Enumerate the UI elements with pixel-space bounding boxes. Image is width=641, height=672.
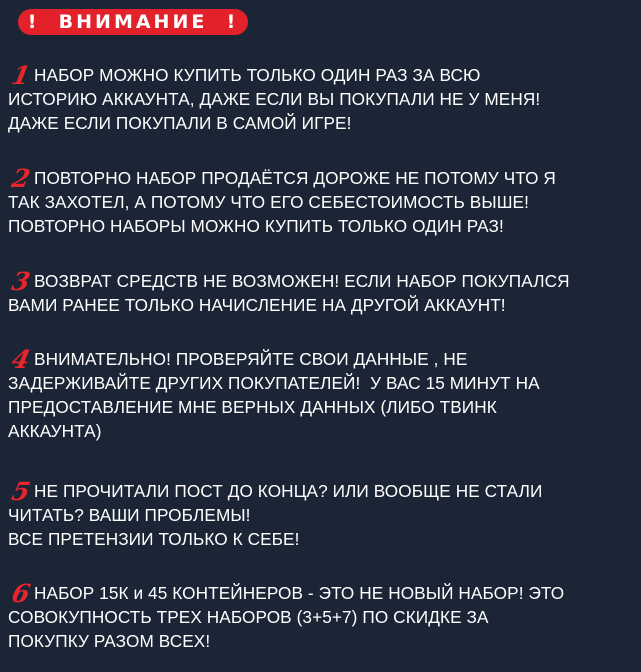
- rule-text: ПОВТОРНО НАБОР ПРОДАЁТСЯ ДОРОЖЕ НЕ ПОТОМУ ЧТО Я: [34, 168, 556, 188]
- rule-item: [8, 63, 633, 135]
- rule-number: 6: [9, 579, 33, 608]
- rule-item: [8, 479, 633, 551]
- rule-item: [8, 581, 633, 653]
- attention-title: ! ВНИМАНИЕ !: [27, 11, 239, 33]
- rule-text: ВОЗВРАТ СРЕДСТВ НЕ ВОЗМОЖЕН! ЕСЛИ НАБОР ПОКУПАЛСЯ: [34, 271, 570, 291]
- rule-line: ТАК ЗАХОТЕЛ, А ПОТОМУ ЧТО ЕГО СЕБЕСТОИМОСТЬ ВЫШЕ!: [8, 192, 529, 212]
- rule-text: НАБОР 15К и 45 КОНТЕЙНЕРОВ - ЭТО НЕ НОВЫЙ НАБОР! ЭТО: [34, 583, 565, 603]
- rule-number: 5: [9, 477, 33, 506]
- rule-line: ИСТОРИЮ АККАУНТА, ДАЖЕ ЕСЛИ ВЫ ПОКУПАЛИ НЕ У МЕНЯ!: [8, 89, 541, 109]
- rule-line: ДАЖЕ ЕСЛИ ПОКУПАЛИ В САМОЙ ИГРЕ!: [8, 113, 352, 133]
- rule-line: ВСЕ ПРЕТЕНЗИИ ТОЛЬКО К СЕБЕ!: [8, 529, 300, 549]
- rule-line: [8, 61, 633, 90]
- rule-line: [8, 477, 633, 506]
- rule-line: [8, 579, 633, 608]
- rule-line: ПОВТОРНО НАБОРЫ МОЖНО КУПИТЬ ТОЛЬКО ОДИН РАЗ!: [8, 216, 504, 236]
- rule-number: 1: [9, 61, 33, 90]
- rule-line: ЗАДЕРЖИВАЙТЕ ДРУГИХ ПОКУПАТЕЛЕЙ! У ВАС 15 МИНУТ НА: [8, 373, 540, 393]
- rule-item: [8, 269, 633, 317]
- attention-banner: [18, 9, 248, 35]
- rule-text: ВНИМАТЕЛЬНО! ПРОВЕРЯЙТЕ СВОИ ДАННЫЕ , НЕ: [34, 349, 468, 369]
- rule-item: [8, 347, 633, 443]
- rule-line: ВАМИ РАНЕЕ ТОЛЬКО НАЧИСЛЕНИЕ НА ДРУГОЙ АККАУНТ!: [8, 295, 506, 315]
- rule-text: НАБОР МОЖНО КУПИТЬ ТОЛЬКО ОДИН РАЗ ЗА ВСЮ: [34, 65, 481, 85]
- rule-line: СОВОКУПНОСТЬ ТРЕХ НАБОРОВ (3+5+7) ПО СКИДКЕ ЗА: [8, 607, 489, 627]
- rule-item: [8, 166, 633, 238]
- rule-line: АККАУНТА): [8, 421, 102, 441]
- rule-line: ПОКУПКУ РАЗОМ ВСЕХ!: [8, 631, 211, 651]
- rule-number: 3: [9, 267, 33, 296]
- rule-line: [8, 345, 633, 374]
- rule-line: [8, 164, 633, 193]
- rule-text: НЕ ПРОЧИТАЛИ ПОСТ ДО КОНЦА? ИЛИ ВООБЩЕ НЕ СТАЛИ: [34, 481, 543, 501]
- rule-line: ЧИТАТЬ? ВАШИ ПРОБЛЕМЫ!: [8, 505, 251, 525]
- rule-number: 4: [9, 345, 33, 374]
- rule-number: 2: [9, 164, 33, 193]
- rule-line: ПРЕДОСТАВЛЕНИЕ МНЕ ВЕРНЫХ ДАННЫХ (ЛИБО ТВИНК: [8, 397, 497, 417]
- rule-line: [8, 267, 633, 296]
